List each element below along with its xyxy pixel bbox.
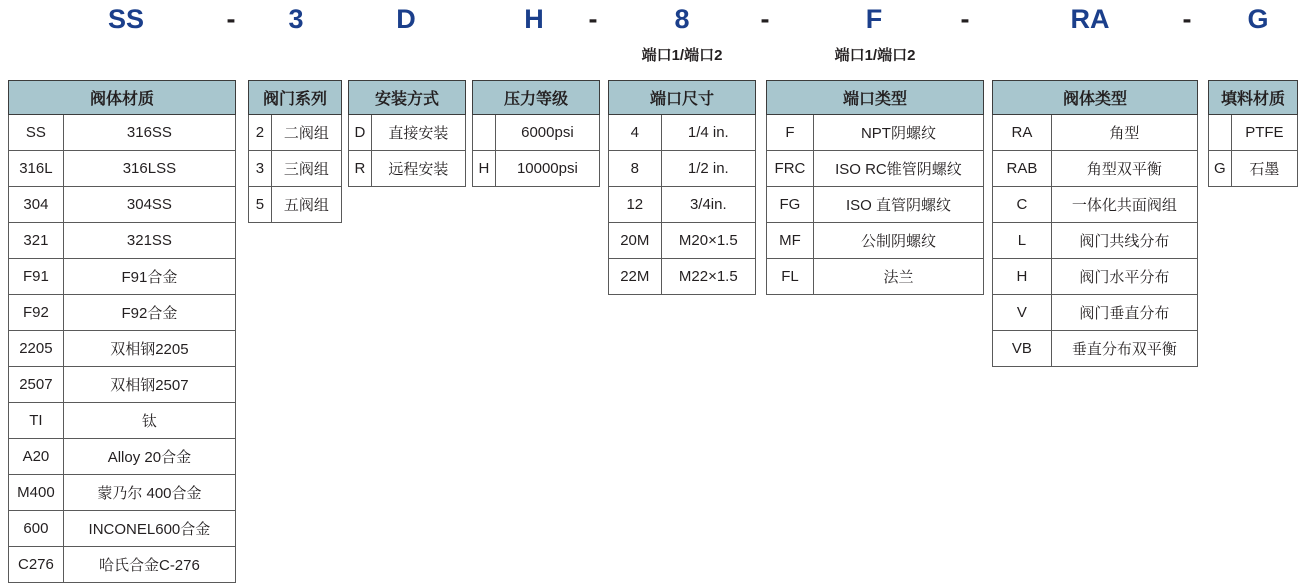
cell-desc: 304SS <box>63 187 235 223</box>
table-header-body-material: 阀体材质 <box>9 81 236 115</box>
cell-code: H <box>473 151 496 187</box>
table-row <box>609 151 756 187</box>
cell-desc: 6000psi <box>495 115 599 151</box>
cell-desc: ISO RC锥管阴螺纹 <box>813 151 983 187</box>
table-row <box>9 475 236 511</box>
cell-code: F92 <box>9 295 64 331</box>
table-row <box>349 151 466 187</box>
table-row <box>9 367 236 403</box>
cell-code: C276 <box>9 547 64 583</box>
table-header-valve-series: 阀门系列 <box>249 81 342 115</box>
cell-code: L <box>993 223 1052 259</box>
cell-desc: 3/4in. <box>661 187 755 223</box>
cell-code: MF <box>767 223 814 259</box>
cell-code: 2205 <box>9 331 64 367</box>
table-row <box>993 331 1198 367</box>
cell-code: 304 <box>9 187 64 223</box>
code-token-valve-type: RA <box>1070 4 1110 34</box>
cell-desc: ISO 直管阴螺纹 <box>813 187 983 223</box>
cell-code: V <box>993 295 1052 331</box>
table-header-valve-type: 阀体类型 <box>993 81 1198 115</box>
table-row <box>249 115 342 151</box>
cell-desc: 双相钢2507 <box>63 367 235 403</box>
table-row <box>9 547 236 583</box>
table-row <box>9 511 236 547</box>
cell-desc: 一体化共面阀组 <box>1051 187 1197 223</box>
cell-code: 8 <box>609 151 662 187</box>
cell-code: G <box>1209 151 1232 187</box>
cell-desc: M20×1.5 <box>661 223 755 259</box>
cell-desc: Alloy 20合金 <box>63 439 235 475</box>
cell-code: H <box>993 259 1052 295</box>
cell-code: RA <box>993 115 1052 151</box>
table-row <box>1209 115 1298 151</box>
table-row <box>609 259 756 295</box>
cell-code: R <box>349 151 372 187</box>
cell-code: 2507 <box>9 367 64 403</box>
cell-desc: 双相钢2205 <box>63 331 235 367</box>
table-row <box>993 259 1198 295</box>
cell-desc: 直接安装 <box>371 115 465 151</box>
table-row <box>993 115 1198 151</box>
table-mounting-method <box>348 80 466 187</box>
cell-desc: 垂直分布双平衡 <box>1051 331 1197 367</box>
cell-code: SS <box>9 115 64 151</box>
table-row <box>609 187 756 223</box>
cell-code: 22M <box>609 259 662 295</box>
cell-code: 600 <box>9 511 64 547</box>
cell-desc: M22×1.5 <box>661 259 755 295</box>
cell-desc: 哈氏合金C-276 <box>63 547 235 583</box>
code-token-port-type: F <box>865 4 883 34</box>
cell-code: 321 <box>9 223 64 259</box>
cell-code: M400 <box>9 475 64 511</box>
port-type-sublabel: 端口1/端口2 <box>834 47 916 64</box>
table-row <box>9 223 236 259</box>
code-token-pressure: H <box>524 4 544 34</box>
table-port-type <box>766 80 984 295</box>
cell-desc: 321SS <box>63 223 235 259</box>
cell-desc: 公制阴螺纹 <box>813 223 983 259</box>
cell-desc: 1/4 in. <box>661 115 755 151</box>
port-size-sublabel: 端口1/端口2 <box>641 47 723 64</box>
table-row <box>9 331 236 367</box>
table-row <box>9 115 236 151</box>
table-row <box>9 151 236 187</box>
table-row <box>9 403 236 439</box>
table-row <box>993 295 1198 331</box>
table-body-material <box>8 80 236 583</box>
table-header-packing: 填料材质 <box>1209 81 1298 115</box>
cell-desc: F92合金 <box>63 295 235 331</box>
cell-desc: 法兰 <box>813 259 983 295</box>
cell-code: TI <box>9 403 64 439</box>
cell-code: FL <box>767 259 814 295</box>
table-row <box>993 151 1198 187</box>
cell-desc: 五阀组 <box>271 187 341 223</box>
table-header-port-type: 端口类型 <box>767 81 984 115</box>
table-row <box>9 187 236 223</box>
cell-desc: 石墨 <box>1231 151 1297 187</box>
cell-desc: 1/2 in. <box>661 151 755 187</box>
cell-code: 5 <box>249 187 272 223</box>
cell-code: A20 <box>9 439 64 475</box>
table-row <box>473 151 600 187</box>
code-token-mounting: D <box>396 4 416 34</box>
table-row <box>9 259 236 295</box>
table-row <box>473 115 600 151</box>
cell-code: 4 <box>609 115 662 151</box>
cell-code: D <box>349 115 372 151</box>
cell-desc: 316LSS <box>63 151 235 187</box>
cell-code: VB <box>993 331 1052 367</box>
table-header-mounting: 安装方式 <box>349 81 466 115</box>
cell-code: 3 <box>249 151 272 187</box>
table-header-pressure: 压力等级 <box>473 81 600 115</box>
cell-code <box>473 115 496 151</box>
product-code-line <box>0 0 1305 40</box>
code-separator-5: - <box>1182 4 1192 34</box>
cell-desc: 阀门共线分布 <box>1051 223 1197 259</box>
cell-code: 12 <box>609 187 662 223</box>
table-row <box>767 223 984 259</box>
table-row <box>767 115 984 151</box>
table-row <box>9 295 236 331</box>
cell-desc: 二阀组 <box>271 115 341 151</box>
table-row <box>609 115 756 151</box>
cell-desc: 阀门水平分布 <box>1051 259 1197 295</box>
code-separator-1: - <box>226 4 236 34</box>
cell-desc: 阀门垂直分布 <box>1051 295 1197 331</box>
cell-desc: 角型 <box>1051 115 1197 151</box>
cell-desc: 蒙乃尔 400合金 <box>63 475 235 511</box>
table-row <box>1209 151 1298 187</box>
cell-desc: INCONEL600合金 <box>63 511 235 547</box>
table-header-port-size: 端口尺寸 <box>609 81 756 115</box>
code-separator-3: - <box>760 4 770 34</box>
cell-desc: 钛 <box>63 403 235 439</box>
code-token-port-size: 8 <box>674 4 690 34</box>
cell-code: 20M <box>609 223 662 259</box>
cell-code: FG <box>767 187 814 223</box>
cell-desc: 10000psi <box>495 151 599 187</box>
table-packing-material <box>1208 80 1298 187</box>
table-valve-series <box>248 80 342 223</box>
cell-desc: 远程安装 <box>371 151 465 187</box>
table-port-size <box>608 80 756 295</box>
table-row <box>249 187 342 223</box>
table-row <box>609 223 756 259</box>
table-row <box>249 151 342 187</box>
code-token-packing: G <box>1247 4 1269 34</box>
cell-code: 2 <box>249 115 272 151</box>
table-pressure-rating <box>472 80 600 187</box>
cell-desc: 角型双平衡 <box>1051 151 1197 187</box>
table-row <box>349 115 466 151</box>
cell-code: F <box>767 115 814 151</box>
cell-desc: 316SS <box>63 115 235 151</box>
table-row <box>9 439 236 475</box>
cell-code: RAB <box>993 151 1052 187</box>
code-separator-2: - <box>588 4 598 34</box>
cell-desc: NPT阴螺纹 <box>813 115 983 151</box>
cell-desc: F91合金 <box>63 259 235 295</box>
table-row <box>767 151 984 187</box>
table-row <box>993 187 1198 223</box>
table-row <box>767 259 984 295</box>
cell-code <box>1209 115 1232 151</box>
cell-desc: PTFE <box>1231 115 1297 151</box>
cell-code: F91 <box>9 259 64 295</box>
table-valve-type <box>992 80 1198 367</box>
cell-desc: 三阀组 <box>271 151 341 187</box>
cell-code: C <box>993 187 1052 223</box>
code-token-body-material: SS <box>107 4 145 34</box>
code-token-valve-series: 3 <box>288 4 304 34</box>
cell-code: FRC <box>767 151 814 187</box>
code-separator-4: - <box>960 4 970 34</box>
table-row <box>767 187 984 223</box>
cell-code: 316L <box>9 151 64 187</box>
table-row <box>993 223 1198 259</box>
